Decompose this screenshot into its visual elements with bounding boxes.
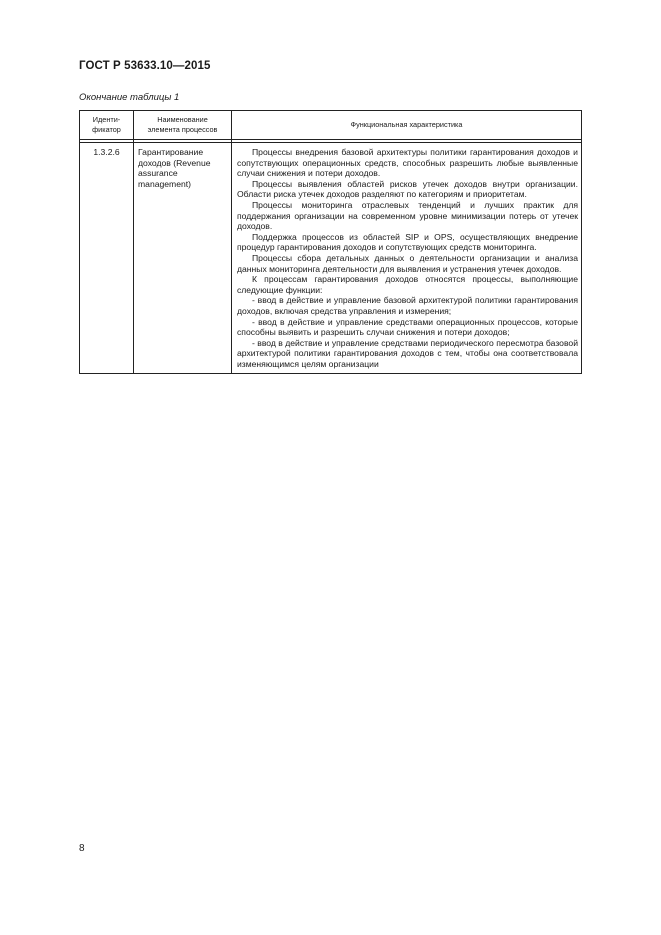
row-functional-description [232,143,582,374]
table-row [80,143,582,374]
document-standard-id: ГОСТ Р 53633.10—2015 [79,60,211,72]
column-header-process-name-label: Наименование элемента процессов [147,115,218,134]
description-list-item: - ввод в действие и управление средствами периодического пересмотра базовой архитектурой политики гарантирования доходов с тем, чтобы она соответствовала изменяющимся целям организации [237,337,578,369]
row-process-name: Гарантирование доходов (Revenue assurance management) [134,143,232,374]
description-paragraph: Процессы мониторинга отраслевых тенденций и лучших практик для поддержания организации на современном уровне минимизации потерь от утечек доходов. [237,199,578,232]
description-list-item: - ввод в действие и управление базовой архитектурой политики гарантирования доходов, включая средства управления и измерения; [237,295,578,316]
description-paragraph: Процессы внедрения базовой архитектуры политики гарантирования доходов и сопутствующих операционных средств, способных разрешить любые выявленные случаи снижения и потери доходов. [237,147,578,179]
description-paragraph: К процессам гарантирования доходов относятся процессы, выполняющие следующие функции: [237,274,578,295]
page-number: 8 [79,843,85,854]
column-header-identifier [80,111,134,140]
column-header-process-name [134,111,232,140]
functions-table [79,110,582,374]
description-paragraph: Поддержка процессов из областей SIP и OPS, осуществляющих внедрение процедур гарантирования доходов и сопутствующих средств мониторинга. [237,231,578,253]
table-header-row [80,111,582,140]
description-paragraph: Процессы выявления областей рисков утечек доходов внутри организации. Области риска утечек доходов разделяют по категориям и приоритетам. [237,178,578,200]
table-caption: Окончание таблицы 1 [79,92,180,103]
column-header-functional-description [232,111,582,140]
description-paragraph: Процессы сбора детальных данных о деятельности организации и анализа данных мониторинга деятельности для выявления и устранения утечек доходов. [237,252,578,274]
column-header-identifier-label: Иденти- фикатор [92,115,121,134]
row-identifier: 1.3.2.6 [80,143,134,374]
column-header-functional-description-label: Функциональная характеристика [350,120,463,129]
description-list-item: - ввод в действие и управление средствами операционных процессов, которые способны выявить и разрешить случаи снижения и потери доходов; [237,316,578,338]
